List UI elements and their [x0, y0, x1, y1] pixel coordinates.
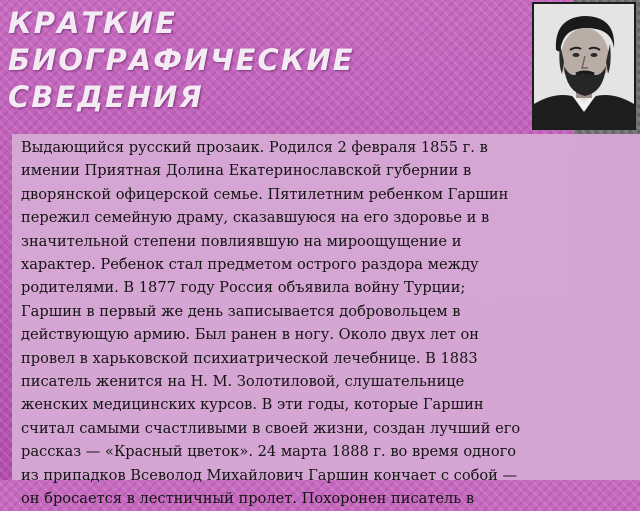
- portrait-photo: [532, 2, 636, 130]
- bio-line: значительной степени повлиявшую на мироощущение и: [21, 232, 462, 250]
- bio-line: Выдающийся русский прозаик. Родился 2 февраля 1855 г. в: [21, 139, 488, 156]
- bio-line: женских медицинских курсов. В эти годы, которые Гаршин: [21, 396, 484, 414]
- slide-title: [8, 5, 508, 116]
- portrait-icon: [534, 4, 634, 128]
- title-line: КРАТКИЕ: [8, 6, 177, 41]
- bio-line: действующую армию. Был ранен в ногу. Около двух лет он: [21, 326, 479, 344]
- biography-text: [21, 136, 633, 511]
- bio-line: дворянской офицерской семье. Пятилетним ребенком Гаршин: [21, 185, 509, 203]
- bio-line: рассказ — «Красный цветок». 24 марта 1888 г. во время одного: [21, 443, 517, 461]
- bio-line: писатель женится на Н. М. Золотиловой, слушательнице: [21, 373, 465, 391]
- bio-line: из припадков Всеволод Михайлович Гаршин кончает с собой —: [21, 466, 518, 484]
- bio-line: имении Приятная Долина Екатеринославской губернии в: [21, 162, 472, 180]
- bio-line: характер. Ребенок стал предметом острого раздора между: [21, 256, 479, 274]
- title-line: БИОГРАФИЧЕСКИЕ: [8, 43, 355, 78]
- bio-line: провел в харьковской психиатрической лечебнице. В 1883: [21, 349, 478, 367]
- bio-line: он бросается в лестничный пролет. Похоронен писатель в: [21, 490, 475, 508]
- bio-line: пережил семейную драму, сказавшуюся на его здоровье и в: [21, 209, 490, 227]
- bio-line: Гаршин в первый же день записывается добровольцем в: [21, 302, 461, 320]
- title-line: СВЕДЕНИЯ: [8, 80, 204, 115]
- bio-line: родителями. В 1877 году Россия объявила войну Турции;: [21, 279, 466, 297]
- bio-line: считал самыми счастливыми в своей жизни, создан лучший его: [21, 419, 521, 437]
